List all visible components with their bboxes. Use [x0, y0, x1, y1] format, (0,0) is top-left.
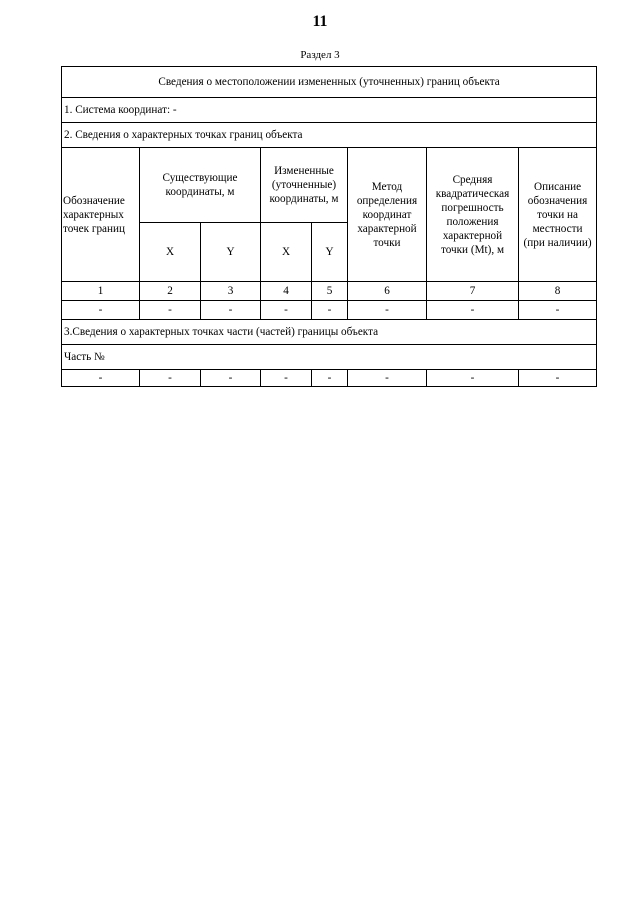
column-number: 3	[201, 282, 261, 301]
parts-section-title: 3.Сведения о характерных точках части (частей) границы объекта	[62, 320, 597, 345]
part-label: Часть №	[62, 345, 597, 370]
table-cell: -	[312, 370, 348, 387]
table-cell: -	[312, 301, 348, 320]
table-cell: -	[348, 370, 427, 387]
header-point-designation: Обозначение характерных точек границ	[62, 148, 140, 282]
header-mean-error: Средняя квадратическая погрешность положения характерной точки (Mt), м	[427, 148, 519, 282]
boundary-table	[61, 66, 597, 387]
table-cell: -	[348, 301, 427, 320]
column-number: 6	[348, 282, 427, 301]
header-existing-coords: Существующие координаты, м	[140, 148, 261, 223]
table-title: Сведения о местоположении измененных (уточненных) границ объекта	[62, 67, 597, 98]
column-number: 2	[140, 282, 201, 301]
table-cell: -	[427, 301, 519, 320]
table-cell: -	[519, 370, 597, 387]
table-cell: -	[62, 370, 140, 387]
column-number: 4	[261, 282, 312, 301]
header-existing-y: Y	[201, 223, 261, 282]
header-changed-y: Y	[312, 223, 348, 282]
part-label-row	[62, 345, 597, 370]
table-cell: -	[140, 301, 201, 320]
header-changed-x: X	[261, 223, 312, 282]
header-existing-x: X	[140, 223, 201, 282]
table-cell: -	[140, 370, 201, 387]
header-description: Описание обозначения точки на местности (при наличии)	[519, 148, 597, 282]
column-number: 8	[519, 282, 597, 301]
table-row	[62, 301, 597, 320]
header-changed-coords: Измененные (уточненные) координаты, м	[261, 148, 348, 223]
table-cell: -	[519, 301, 597, 320]
page-number: 11	[312, 13, 328, 30]
table-cell: -	[261, 370, 312, 387]
header-row-1	[62, 148, 597, 223]
table-cell: -	[261, 301, 312, 320]
column-number: 5	[312, 282, 348, 301]
table-cell: -	[201, 301, 261, 320]
section-label: Раздел 3	[300, 49, 340, 61]
points-section-title: 2. Сведения о характерных точках границ объекта	[62, 123, 597, 148]
table-cell: -	[62, 301, 140, 320]
parts-section-row	[62, 320, 597, 345]
header-method: Метод определения координат характерной точки	[348, 148, 427, 282]
table-cell: -	[427, 370, 519, 387]
column-number: 1	[62, 282, 140, 301]
table-title-row	[62, 67, 597, 98]
coordinate-system-row	[62, 98, 597, 123]
table-cell: -	[201, 370, 261, 387]
coordinate-system: 1. Система координат: -	[62, 98, 597, 123]
table-row	[62, 370, 597, 387]
points-section-row	[62, 123, 597, 148]
column-number: 7	[427, 282, 519, 301]
column-numbers-row	[62, 282, 597, 301]
